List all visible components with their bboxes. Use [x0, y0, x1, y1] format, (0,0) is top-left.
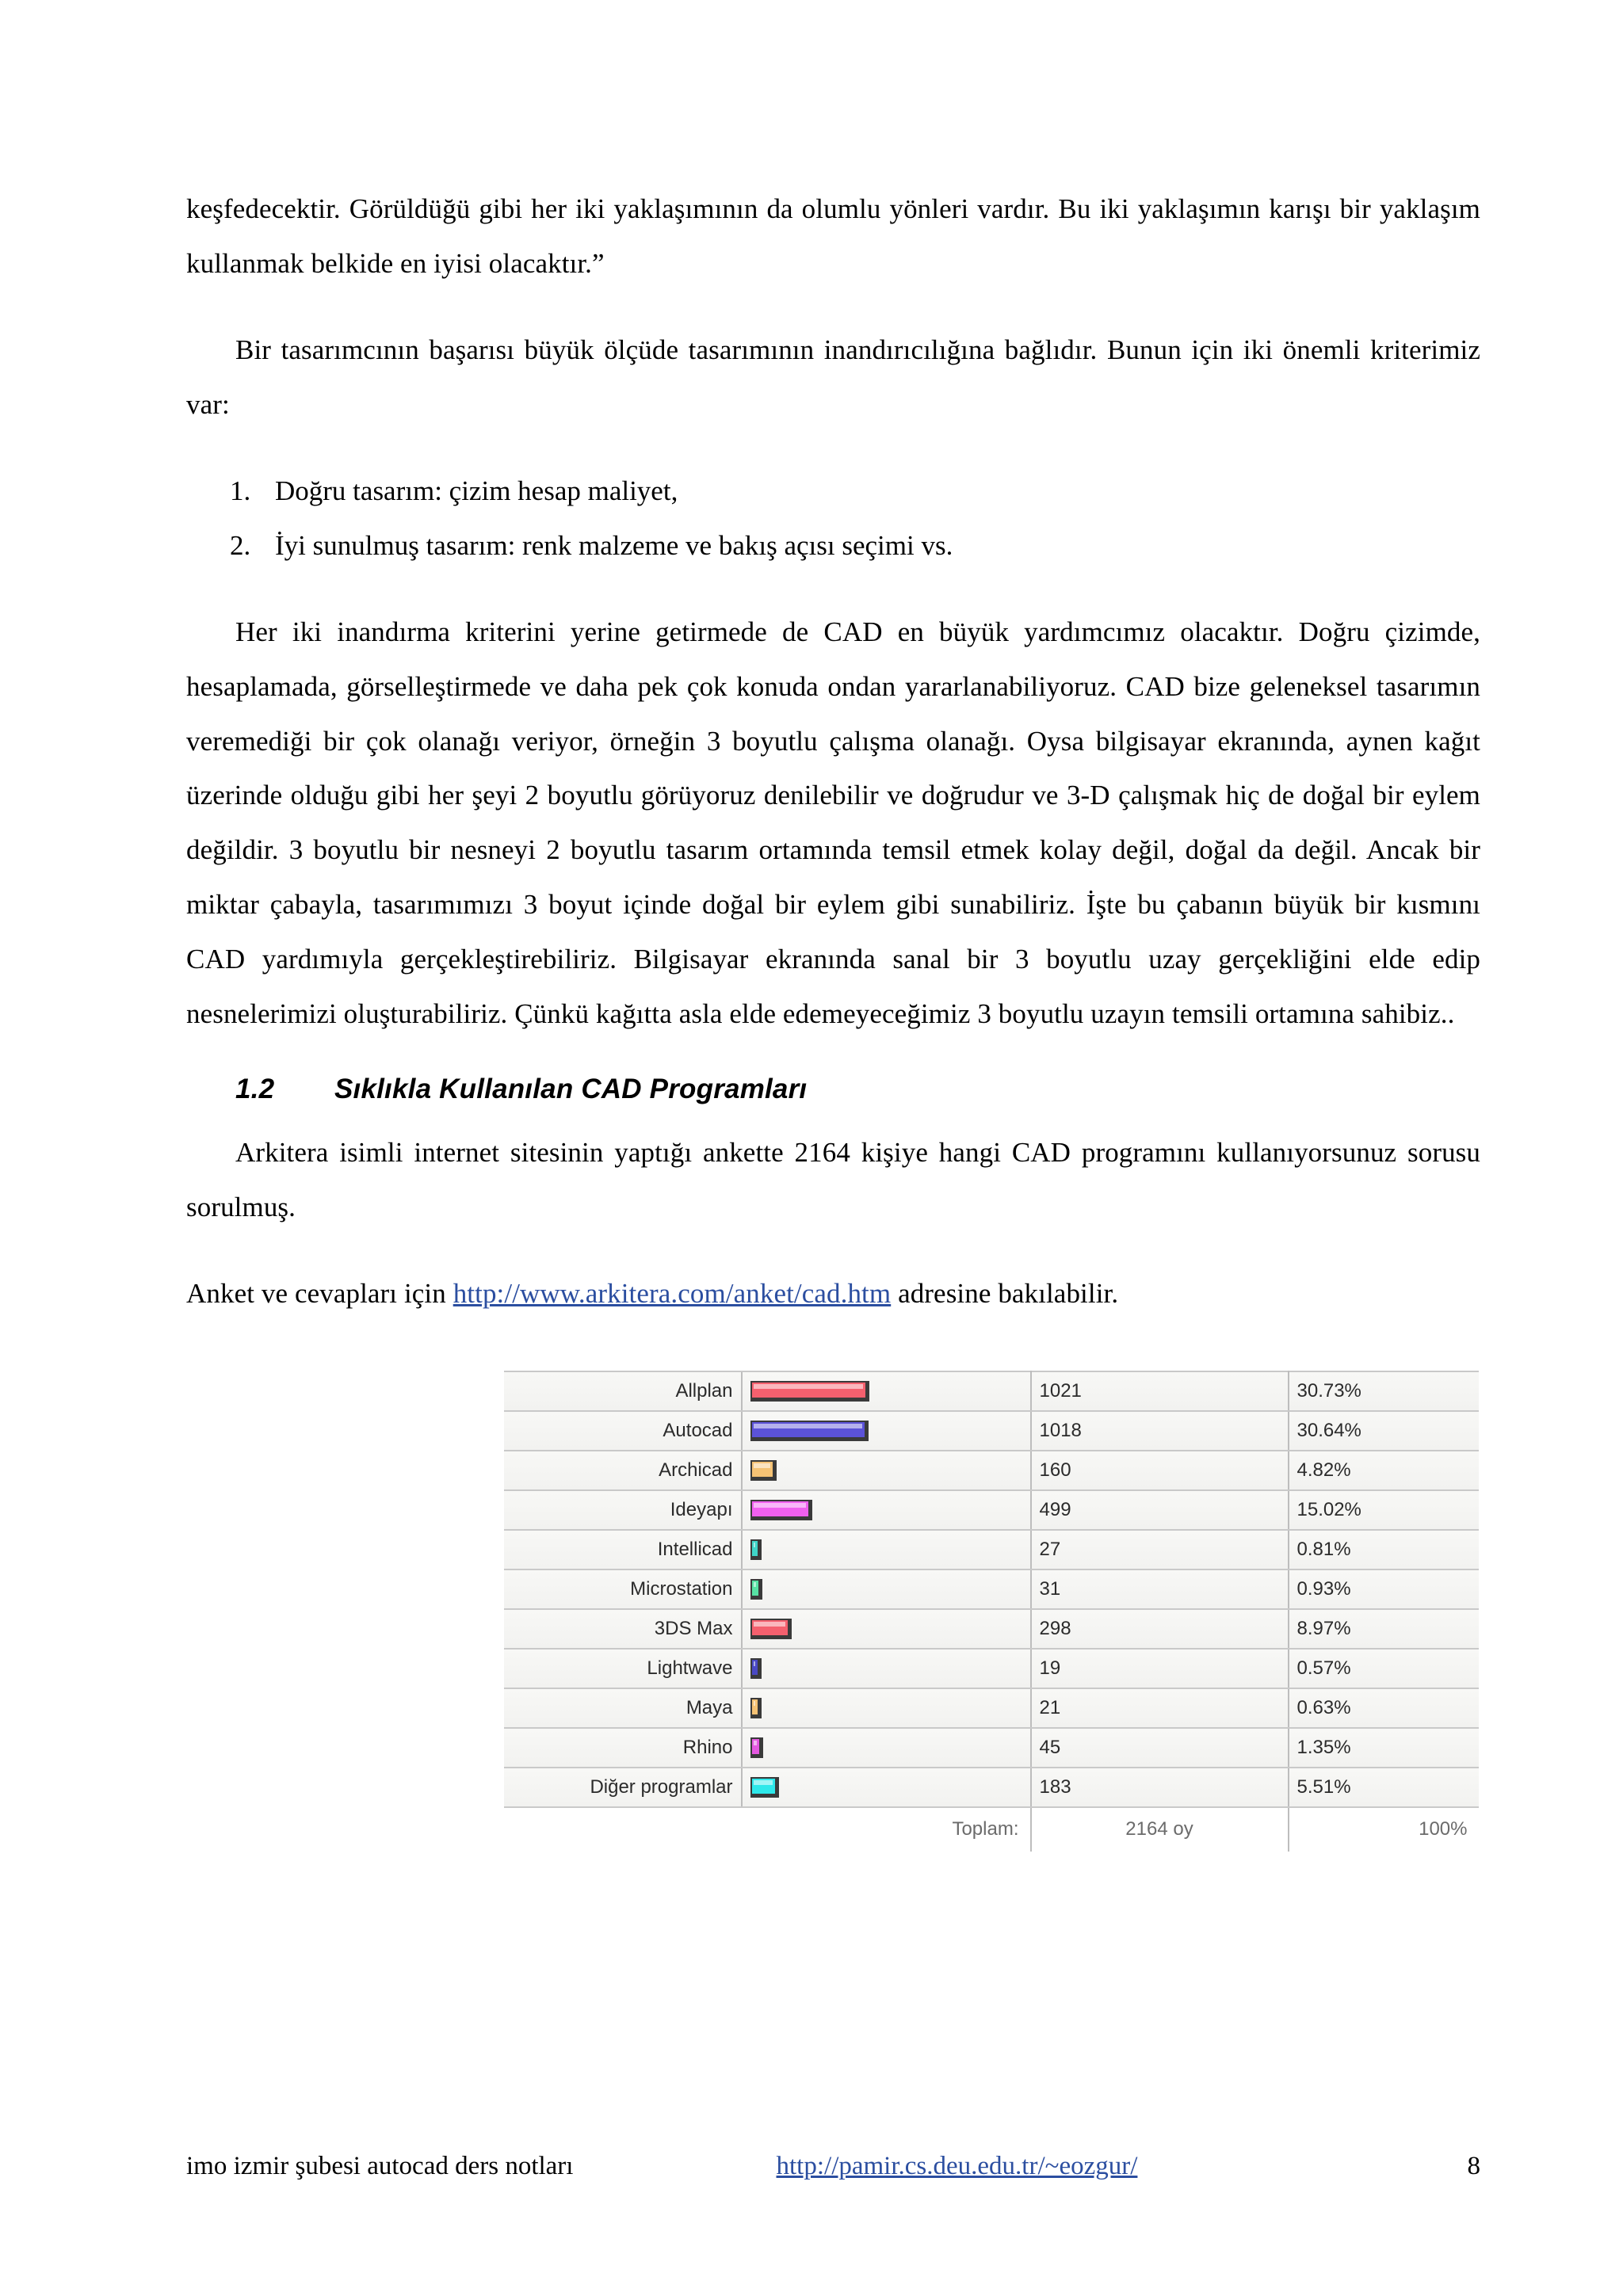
row-bar-cell	[742, 1451, 1031, 1490]
section-title: Sıklıkla Kullanılan CAD Programları	[334, 1074, 808, 1105]
table-row	[504, 1768, 1479, 1807]
row-bar-cell	[742, 1530, 1031, 1569]
bar-archicad	[750, 1460, 777, 1481]
row-percent: 15.02%	[1289, 1490, 1479, 1530]
spacer	[186, 574, 1480, 605]
row-votes: 19	[1031, 1649, 1289, 1688]
page-number: 8	[1467, 2152, 1480, 2180]
row-votes: 183	[1031, 1768, 1289, 1807]
paragraph-1: keşfedecektir. Görüldüğü gibi her iki yaklaşımının da olumlu yönleri vardır. Bu iki yaklaşımın karışı bir yaklaşım kullanmak belkide en iyisi olacaktır.”	[186, 193, 1480, 279]
section-number: 1.2	[235, 1074, 275, 1105]
row-label: Allplan	[504, 1371, 742, 1411]
poll-results-table	[504, 1371, 1479, 1852]
row-percent: 4.82%	[1289, 1451, 1479, 1490]
row-votes: 1021	[1031, 1371, 1289, 1411]
row-votes: 499	[1031, 1490, 1289, 1530]
bar-rhino	[750, 1737, 763, 1758]
table-row	[504, 1451, 1479, 1490]
list-item-label: İyi sunulmuş tasarım: renk malzeme ve bakış açısı seçimi vs.	[275, 529, 953, 561]
table-row	[504, 1728, 1479, 1768]
bar-microstation	[750, 1579, 762, 1600]
footer-center	[573, 2152, 1467, 2181]
paragraph-5: Arkitera isimli internet sitesinin yaptığı ankette 2164 kişiye hangi CAD programını kullanıyorsunuz sorusu sorulmuş.	[186, 1137, 1480, 1223]
row-votes: 160	[1031, 1451, 1289, 1490]
table-row	[504, 1649, 1479, 1688]
bar-allplan	[750, 1381, 869, 1402]
total-votes: 2164 oy	[1031, 1807, 1289, 1852]
spacer	[186, 1105, 1480, 1126]
bar-ideyapi	[750, 1500, 812, 1520]
row-label: Archicad	[504, 1451, 742, 1490]
row-bar-cell	[742, 1569, 1031, 1609]
row-bar-cell	[742, 1371, 1031, 1411]
spacer	[186, 1235, 1480, 1267]
list-item	[230, 519, 1480, 574]
poll-results-table-wrapper	[346, 1371, 1468, 1852]
table-row	[504, 1371, 1479, 1411]
row-percent: 0.93%	[1289, 1569, 1479, 1609]
spacer	[186, 1042, 1480, 1074]
list-item	[230, 464, 1480, 519]
row-percent: 30.73%	[1289, 1371, 1479, 1411]
list-item-number: 2.	[230, 529, 251, 561]
row-bar-cell	[742, 1609, 1031, 1649]
total-percent: 100%	[1289, 1807, 1479, 1852]
row-label: Maya	[504, 1688, 742, 1728]
paragraph-2: Bir tasarımcının başarısı büyük ölçüde tasarımının inandırıcılığına bağlıdır. Bunun için iki önemli kriterimiz var:	[186, 334, 1480, 420]
table-total-row	[504, 1807, 1479, 1852]
spacer	[186, 292, 1480, 323]
row-percent: 30.64%	[1289, 1411, 1479, 1451]
table-row	[504, 1609, 1479, 1649]
footer-link[interactable]: http://pamir.cs.deu.edu.tr/~eozgur/	[776, 2152, 1138, 2180]
row-votes: 31	[1031, 1569, 1289, 1609]
row-label: Ideyapı	[504, 1490, 742, 1530]
row-percent: 1.35%	[1289, 1728, 1479, 1768]
row-votes: 1018	[1031, 1411, 1289, 1451]
table-row	[504, 1688, 1479, 1728]
bar-maya	[750, 1698, 762, 1718]
row-bar-cell	[742, 1490, 1031, 1530]
survey-link[interactable]: http://www.arkitera.com/anket/cad.htm	[453, 1278, 892, 1309]
row-votes: 27	[1031, 1530, 1289, 1569]
link-line-suffix: adresine bakılabilir.	[891, 1278, 1119, 1309]
row-bar-cell	[742, 1728, 1031, 1768]
section-heading	[186, 1074, 1480, 1105]
row-percent: 0.63%	[1289, 1688, 1479, 1728]
row-label: Microstation	[504, 1569, 742, 1609]
footer-left-text: imo izmir şubesi autocad ders notları	[186, 2152, 574, 2180]
spacer	[186, 433, 1480, 464]
row-label: Diğer programlar	[504, 1768, 742, 1807]
poll-table-body	[504, 1371, 1479, 1852]
row-bar-cell	[742, 1411, 1031, 1451]
row-votes: 45	[1031, 1728, 1289, 1768]
table-row	[504, 1569, 1479, 1609]
row-bar-cell	[742, 1688, 1031, 1728]
paragraph-link-line	[186, 1267, 1480, 1322]
table-row	[504, 1490, 1479, 1530]
total-blank-cell	[504, 1807, 742, 1852]
row-label: Intellicad	[504, 1530, 742, 1569]
row-bar-cell	[742, 1649, 1031, 1688]
total-label: Toplam:	[742, 1807, 1031, 1852]
bar-lightwave	[750, 1658, 762, 1679]
row-votes: 298	[1031, 1609, 1289, 1649]
row-label: Rhino	[504, 1728, 742, 1768]
bar-diger-programlar	[750, 1777, 779, 1798]
table-row	[504, 1530, 1479, 1569]
row-bar-cell	[742, 1768, 1031, 1807]
link-line-prefix: Anket ve cevapları için	[186, 1278, 453, 1309]
row-percent: 0.57%	[1289, 1649, 1479, 1688]
list-item-number: 1.	[230, 475, 251, 506]
bar-intellicad	[750, 1539, 762, 1560]
row-label: 3DS Max	[504, 1609, 742, 1649]
row-label: Autocad	[504, 1411, 742, 1451]
criteria-list	[186, 464, 1480, 574]
list-item-label: Doğru tasarım: çizim hesap maliyet,	[275, 475, 678, 506]
paragraph-3: Her iki inandırma kriterini yerine getirmede de CAD en büyük yardımcımız olacaktır. Doğru çizimde, hesaplamada, görselleştirmede ve daha pek çok konuda ondan yararlanabiliyoruz. CAD bize geleneksel tasarımın veremediği bir çok olanağı veriyor, örneğin 3 boyutlu çalışma olanağı. Oysa bilgisayar ekranında, aynen kağıt üzerinde olduğu gibi her şeyi 2 boyutlu görüyoruz denilebilir ve doğrudur ve 3-D çalışmak hiç de doğal bir eylem değildir. 3 boyutlu bir nesneyi 2 boyutlu tasarım ortamında temsil etmek kolay değil, doğal da değil. Ancak bir miktar çabayla, tasarımımızı 3 boyut içinde doğal bir eylem gibi sunabiliriz. İşte bu çabanın büyük bir kısmını CAD yardımıyla gerçekleştirebiliriz. Bilgisayar ekranında sanal bir 3 boyutlu uzay gerçekliğini elde edip nesnelerimizi oluşturabiliriz. Çünkü kağıtta asla elde edemeyeceğimiz 3 boyutlu uzayın temsili ortamına sahibiz..	[186, 616, 1480, 1030]
row-percent: 5.51%	[1289, 1768, 1479, 1807]
row-percent: 8.97%	[1289, 1609, 1479, 1649]
bar-3ds-max	[750, 1619, 792, 1639]
row-percent: 0.81%	[1289, 1530, 1479, 1569]
bar-autocad	[750, 1421, 869, 1441]
page-footer	[186, 2152, 1480, 2181]
row-label: Lightwave	[504, 1649, 742, 1688]
table-row	[504, 1411, 1479, 1451]
row-votes: 21	[1031, 1688, 1289, 1728]
